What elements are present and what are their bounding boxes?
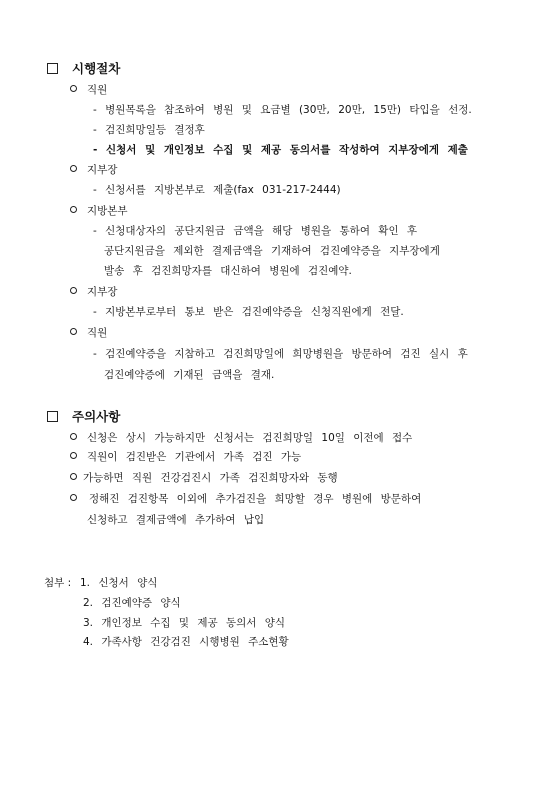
circle-bullet-icon (70, 287, 77, 294)
circle-bullet-icon (70, 494, 77, 501)
group-heading: 지방본부 (70, 204, 128, 218)
circle-bullet-icon (70, 433, 77, 440)
circle-bullet-icon (70, 165, 77, 172)
step-line: - 신청대상자의 공단지원금 금액을 해당 병원을 통하여 확인 후 (93, 225, 418, 237)
attachments-label: 첨부 : (44, 577, 72, 589)
attachment-item: 4. 가족사항 건강검진 시행병원 주소현황 (83, 636, 289, 648)
step-line: - 병원목록을 참조하여 병원 및 요금별 (30만, 20만, 15만) 타입을 선정. (93, 104, 472, 116)
note-item: 정해진 검진항목 이외에 추가검진을 희망할 경우 병원에 방문하여 (70, 492, 421, 506)
step-line: - 검진예약증을 지참하고 검진희망일에 희망병원을 방문하여 검진 실시 후 (93, 348, 468, 360)
note-item-continuation: 신청하고 결제금액에 추가하여 납입 (87, 514, 265, 526)
group-heading: 지부장 (70, 163, 117, 177)
group-heading: 직원 (70, 326, 107, 340)
circle-bullet-icon (70, 452, 77, 459)
checkbox-square-icon (47, 411, 58, 422)
group-heading: 지부장 (70, 285, 117, 299)
step-line: - 검진희망일등 결정후 (93, 124, 205, 136)
circle-bullet-icon (70, 328, 77, 335)
note-item: 직원이 검진받은 기관에서 가족 검진 가능 (70, 450, 301, 464)
attachment-item: 1. 신청서 양식 (80, 577, 158, 589)
step-line: 발송 후 검진희망자를 대신하여 병원에 검진예약. (104, 265, 352, 277)
checkbox-square-icon (47, 63, 58, 74)
circle-bullet-icon (70, 206, 77, 213)
section-title-procedure: 시행절차 (47, 62, 120, 76)
section-title-notes: 주의사항 (47, 410, 120, 424)
attachment-item: 2. 검진예약증 양식 (83, 597, 181, 609)
note-item: 가능하면 직원 건강검진시 가족 검진희망자와 동행 (70, 471, 338, 485)
note-item: 신청은 상시 가능하지만 신청서는 검진희망일 10일 이전에 접수 (70, 431, 412, 445)
circle-bullet-icon (70, 85, 77, 92)
step-line: 검진예약증에 기재된 금액을 결재. (104, 369, 275, 381)
group-heading: 직원 (70, 83, 107, 97)
step-line: - 지방본부로부터 통보 받은 검진예약증을 신청직원에게 전달. (93, 306, 404, 318)
attachment-item: 3. 개인정보 수집 및 제공 동의서 양식 (83, 617, 286, 629)
step-line: - 신청서 및 개인정보 수집 및 제공 동의서를 작성하여 지부장에게 제출 (93, 144, 468, 156)
step-line: 공단지원금을 제외한 결제금액을 기재하여 검진예약증을 지부장에게 (104, 245, 440, 257)
step-line: - 신청서를 지방본부로 제출(fax 031-217-2444) (93, 184, 341, 196)
circle-bullet-icon (70, 473, 77, 480)
